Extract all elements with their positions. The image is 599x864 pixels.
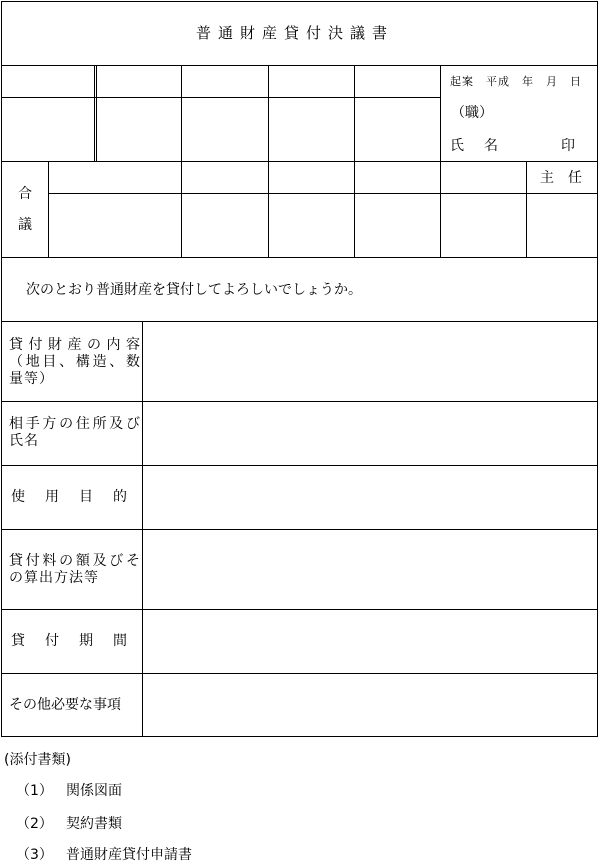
row-label-period: 貸付期間 bbox=[11, 633, 147, 649]
row-label-property: 貸付財産の内容（地目、構造、数量等） bbox=[9, 337, 141, 387]
row-label-fee: 貸付料の額及びその算出方法等 bbox=[9, 553, 141, 586]
attachment-num-3: （3） bbox=[16, 847, 53, 863]
consultation-label-2: 議 bbox=[18, 217, 32, 233]
request-text: 次のとおり普通財産を貸付してよろしいでしょうか。 bbox=[26, 282, 362, 298]
row-label-counterparty: 相手方の住所及び氏名 bbox=[9, 416, 141, 449]
row-label-other: その他必要な事項 bbox=[9, 697, 121, 713]
attachment-num-2: （2） bbox=[16, 816, 53, 832]
row-value-other[interactable] bbox=[143, 674, 597, 736]
row-value-period[interactable] bbox=[143, 610, 597, 673]
row-value-fee[interactable] bbox=[143, 530, 597, 609]
draft-date: 起案 平成 年 月 日 bbox=[450, 75, 582, 88]
chief-label: 主 任 bbox=[540, 170, 582, 186]
row-value-property[interactable] bbox=[143, 322, 597, 401]
position-label: （職） bbox=[451, 105, 493, 121]
document-title: 普通財産貸付決議書 bbox=[196, 24, 395, 42]
row-label-purpose: 使用目的 bbox=[11, 489, 147, 505]
attachment-item-1: 関係図面 bbox=[66, 783, 122, 799]
seal-label: 印 bbox=[561, 138, 575, 154]
attachment-num-1: （1） bbox=[16, 783, 53, 799]
consultation-label-1: 合 bbox=[18, 186, 32, 202]
row-value-purpose[interactable] bbox=[143, 466, 597, 529]
attachment-item-3: 普通財産貸付申請書 bbox=[66, 847, 192, 863]
row-value-counterparty[interactable] bbox=[143, 402, 597, 465]
attachment-item-2: 契約書類 bbox=[66, 816, 122, 832]
name-label: 氏 名 bbox=[450, 138, 501, 154]
attachments-heading: (添付書類) bbox=[4, 752, 71, 768]
